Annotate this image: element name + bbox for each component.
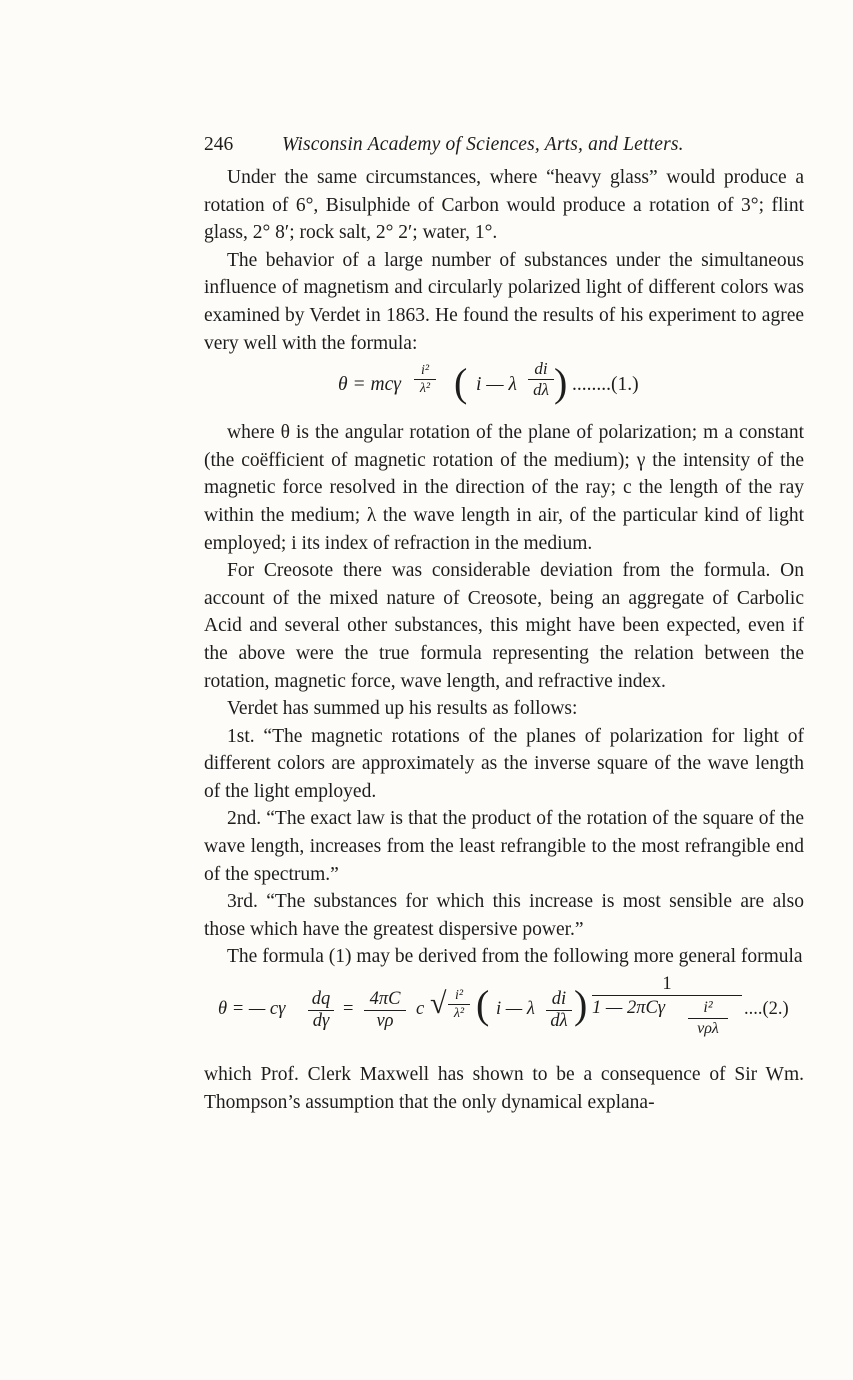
formula-2-exponent [592, 973, 742, 1048]
formula-2-exponent-denominator [592, 995, 742, 1048]
formula-1-derivative-denominator: dλ [528, 379, 554, 400]
formula-2-inner-fraction [688, 998, 728, 1039]
paragraph-law-second: 2nd. “The exact law is that the product of the rotation of the square of the wave length, increases from the least refrangible to the most refrangible end of the spectrum.” [204, 808, 804, 885]
running-title: Wisconsin Academy of Sciences, Arts, and Letters. [282, 134, 684, 155]
running-header [204, 128, 804, 162]
formula-2-4pic-numerator: 4πC [369, 989, 401, 1010]
paragraph-general-formula-intro: The formula (1) may be derived from the following more general formula [227, 946, 803, 968]
formula-1-label: ........(1.) [572, 374, 639, 396]
formula-2-fraction-di [546, 989, 572, 1032]
formula-2-fraction-4pic [364, 989, 406, 1032]
paragraph-variable-definitions: where θ is the angular rotation of the plane of polarization; m a constant (the coëfficient of magnetic rotation of the medium); γ the intensity of the magnetic force resolved in the direction of the ray; c the length of the ray within the medium; λ the wave length in air, of the particular kind of light employed; i its index of refraction in the medium. [204, 422, 804, 554]
formula-1 [204, 357, 804, 419]
formula-1-derivative [528, 359, 554, 400]
formula-2-equals: = [343, 999, 354, 1020]
page-number: 246 [204, 134, 234, 155]
formula-2-lhs: θ = — cγ [218, 999, 286, 1020]
formula-2-di-numerator: di [551, 989, 567, 1010]
paragraph-maxwell: which Prof. Clerk Maxwell has shown to be a consequence of Sir Wm. Thompson’s assumption that the only dynamical explana- [204, 1064, 804, 1113]
formula-2-i-numerator: i² [454, 988, 464, 1004]
formula-1-open-paren: ( [454, 360, 468, 406]
formula-1-fraction-numerator: i² [420, 363, 430, 379]
formula-2-open-paren: ( [476, 982, 490, 1028]
formula-2-sqrt: √ [430, 987, 447, 1021]
formula-2-dlambda-denominator: dλ [546, 1010, 572, 1032]
formula-2-label: ....(2.) [744, 999, 789, 1020]
formula-2-4pic-denominator: vρ [364, 1010, 406, 1032]
formula-2-inner: i — λ [496, 999, 535, 1020]
formula-1-lhs: θ = mcγ [338, 374, 401, 396]
formula-2-dq-numerator: dq [311, 989, 331, 1010]
paragraph-creosote: For Creosote there was considerable deviation from the formula. On account of the mixed nature of Creosote, being an aggregate of Carbolic Acid and several other substances, this might have been expected, even if the above were the true formula representing the relation between the rotation, magnetic force, wave length, and refractive index. [204, 560, 804, 692]
formula-2-exponent-numerator: 1 [662, 974, 672, 995]
formula-1-fraction-denominator: λ² [414, 379, 436, 397]
paragraph-rotation-comparison: Under the same circumstances, where “heavy glass” would produce a rotation of 6°, Bisulphide of Carbon would produce a rotation of 3°; flint glass, 2° 8′; rock salt, 2° 2′; water, 1°. [204, 167, 804, 244]
page [204, 128, 804, 1116]
formula-2-exponent-denominator-text: 1 — 2πCγ [592, 998, 666, 1019]
paragraph-verdet-experiment: The behavior of a large number of substances under the simultaneous influence of magnetism and circularly polarized light of different colors was examined by Verdet in 1863. He found the results of his experiment to agree very well with the formula: [204, 249, 804, 354]
formula-2-inner-numerator: i² [703, 999, 713, 1017]
formula-2-lambda-denominator: λ² [448, 1004, 470, 1022]
formula-2-fraction-i-lambda [448, 987, 470, 1022]
formula-2-fraction-dq [308, 989, 334, 1032]
formula-1-derivative-numerator: di [534, 359, 548, 379]
formula-2-dq-denominator: dγ [308, 1010, 334, 1032]
formula-1-fraction [414, 362, 436, 397]
formula-2 [204, 971, 804, 1061]
paragraph-law-first: 1st. “The magnetic rotations of the planes of polarization for light of different colors are approximately as the inverse square of the wave length of the light employed. [204, 725, 804, 802]
formula-1-inner: i — λ [476, 374, 517, 396]
paragraph-law-third: 3rd. “The substances for which this increase is most sensible are also those which have the greatest dispersive power.” [204, 891, 804, 940]
formula-2-close-paren: ) [574, 982, 588, 1028]
paragraph-verdet-summary: Verdet has summed up his results as follows: [227, 698, 578, 720]
formula-2-c: c [416, 999, 425, 1020]
formula-2-inner-denominator: vρλ [688, 1018, 728, 1039]
formula-1-close-paren: ) [554, 360, 568, 406]
